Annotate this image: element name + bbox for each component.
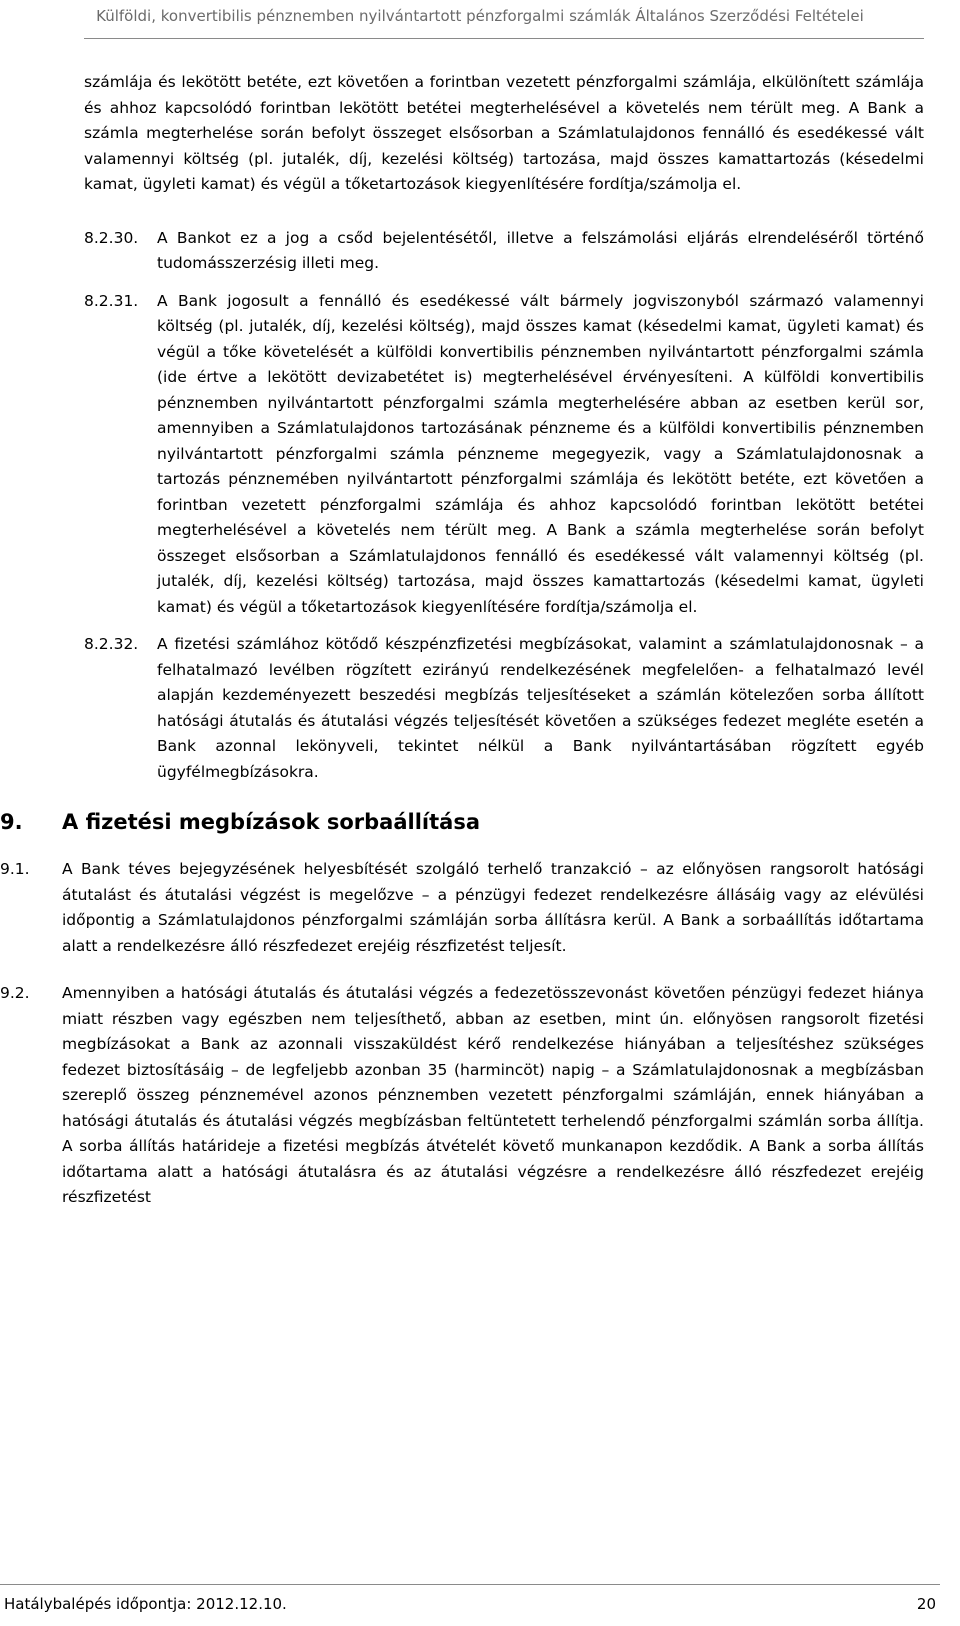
clause-number: 8.2.30. — [84, 228, 139, 247]
effective-date: Hatálybalépés időpontja: 2012.12.10. — [4, 1595, 287, 1613]
clause-number: 9.2. — [0, 984, 30, 1002]
clause-8-2-31 — [84, 289, 924, 621]
clause-8-2-32 — [84, 632, 924, 785]
section-title: A fizetési megbízások sorbaállítása — [62, 810, 481, 834]
page-number: 20 — [916, 1595, 936, 1613]
page-header: Külföldi, konvertibilis pénznemben nyilvántartott pénzforgalmi számlák Általános Szerződési Feltételei — [96, 7, 864, 25]
intro-paragraph: számlája és lekötött betéte, ezt követően a forintban vezetett pénzforgalmi számlája, elkülönített számlája és ahhoz kapcsolódó forintban lekötött betétei megterhelésével a követelés nem térült meg. A Bank a számla megterhelése során befolyt összeget elsősorban a Számlatulajdonos fennálló és esedékessé vált valamennyi költség (pl. jutalék, díj, kezelési költség) tartozása, majd összes kamattartozás (késedelmi kamat, ügyleti kamat) és végül a tőketartozások kiegyenlítésére fordítja/számolja el. — [84, 73, 924, 193]
document-body — [0, 70, 924, 1223]
clause-text: Amennyiben a hatósági átutalás és átutalási végzés a fedezetösszevonást követően pénzügyi fedezet hiánya miatt részben vagy egészben nem teljesíthető, abban az esetben, mint ún. előnyösen rangsorolt fizetési megbízásokat a Bank az azonnali visszaküldést kérő rendelkezése hiányában a teljesítéshez szükséges fedezet biztosításáig – de legfeljebb azonban 35 (harmincöt) napig – a Számlatulajdonosnak a megbízásban szereplő összeg pénznemével azonos pénznemben vezetett pénzforgalmi számláján, ennek hiányában a hatósági átutalás és átutalási végzés megbízásban feltüntetett terhelendő pénzforgalmi számlán sorba állítja. A sorba állítás határideje a fizetési megbízás átvételét követő munkanapon kezdődik. A Bank a sorba állítás időtartama alatt a hatósági átutalásra és az átutalási végzésre a rendelkezésre álló részfedezet erejéig részfizetést — [62, 984, 924, 1206]
clause-number: 8.2.31. — [84, 291, 139, 310]
clause-8-2-30 — [84, 226, 924, 277]
header-divider — [84, 38, 924, 39]
clause-number: 9.1. — [0, 860, 30, 878]
clause-text: A Bank téves bejegyzésének helyesbítését szolgáló terhelő tranzakció – az előnyösen rangsorolt hatósági átutalást és átutalási végzést is megelőzve – a pénzügyi fedezet rendelkezésre állásáig vagy az elévülési időpontig a Számlatulajdonos pénzforgalmi számláján sorba állításra kerül. A Bank a sorbaállítás időtartama alatt a rendelkezésre álló részfedezet erejéig részfizetést teljesít. — [62, 860, 924, 955]
clause-number: 8.2.32. — [84, 635, 139, 653]
clause-9-1 — [0, 857, 924, 959]
clause-text: A fizetési számlához kötődő készpénzfizetési megbízásokat, valamint a számlatulajdonosnak – a felhatalmazó levélben rögzített ezirányú rendelkezésének megfelelően- a felhatalmazó levél alapján kezdeményezett beszedési megbízás teljesítéseket a számlán kötelezően sorba állított hatósági átutalás és átutalási végzés teljesítését követően a szükséges fedezet megléte esetén a Bank azonnal lekönyveli, tekintet nélkül a Bank nyilvántartásában rögzített egyéb ügyfélmegbízásokra. — [157, 635, 924, 781]
clause-text: A Bank jogosult a fennálló és esedékessé vált bármely jogviszonyból származó valamennyi költség (pl. jutalék, díj, kezelési költség), majd összes kamat (késedelmi kamat, ügyleti kamat) és végül a tőke követelését a külföldi konvertibilis pénznemben nyilvántartott pénzforgalmi számla (ide értve a lekötött devizabetétet is) megterhelésével érvényesíteni. A külföldi konvertibilis pénznemben nyilvántartott pénzforgalmi számla megterhelésére abban az esetben kerül sor, amennyiben a Számlatulajdonos tartozásának pénzneme és a külföldi konvertibilis pénznemben nyilvántartott pénzforgalmi számla pénzneme megegyezik, vagy a Számlatulajdonosnak a tartozás pénznemében nyilvántartott pénzforgalmi számlája és lekötött betéte, ezt követően a forintban vezetett pénzforgalmi számlája és ahhoz kapcsolódó forintban lekötött betétei megterhelésével a követelés nem térült meg. A Bank a számla megterhelése során befolyt összeget elsősorban a Számlatulajdonos fennálló és esedékessé vált valamennyi költség (pl. jutalék, díj, kezelési költség) tartozása, majd összes kamattartozás (késedelmi kamat, ügyleti kamat) és végül a tőketartozások kiegyenlítésére fordítja/számolja el. — [157, 291, 924, 616]
section-number: 9. — [0, 810, 23, 834]
clause-text: A Bankot ez a jog a csőd bejelentésétől, illetve a felszámolási eljárás elrendeléséről történő tudomásszerzésig illeti meg. — [157, 228, 924, 272]
footer-divider — [0, 1584, 940, 1585]
clause-9-2 — [0, 981, 924, 1211]
section-heading — [0, 807, 924, 837]
